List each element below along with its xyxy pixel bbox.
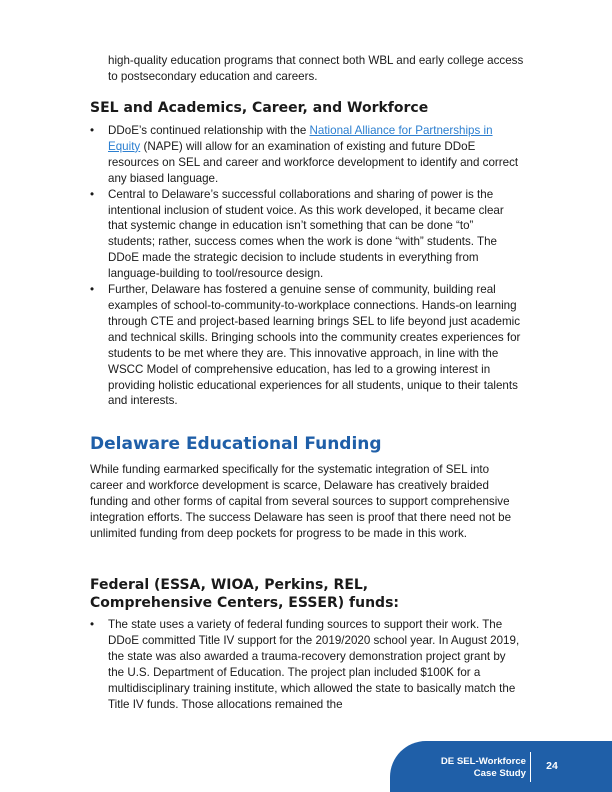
list-item bbox=[90, 617, 522, 712]
page-number: 24 bbox=[546, 760, 558, 772]
list-item bbox=[90, 187, 522, 282]
bullet-marker: • bbox=[90, 187, 95, 201]
section-heading-funding: Delaware Educational Funding bbox=[90, 434, 382, 454]
funding-paragraph: While funding earmarked specifically for the systematic integration of SEL into career and workforce development is scarce, Delaware has creatively braided funding and other forms of capital from several sources to support comprehensive integration efforts. The success Delaware has seen is proof that there need not be unlimited funding from deep pockets for progress to be made in this work. bbox=[90, 463, 512, 540]
footer-divider bbox=[530, 752, 531, 782]
list-item bbox=[90, 123, 522, 187]
section-heading-federal-funds-line1: Federal (ESSA, WIOA, Perkins, REL, bbox=[90, 577, 369, 593]
federal-funds-bullet-list bbox=[90, 617, 522, 712]
intro-continuation-text: high-quality education programs that connect both WBL and early college access to postsecondary education and careers. bbox=[108, 54, 524, 83]
bullet-text: Further, Delaware has fostered a genuine sense of community, building real examples of school-to-community-to-workplace connections. Hands-on learning through CTE and project-based learning brings SEL to life beyond just academic and technical skills. Bringing schools into the community creates experiences for students to be met where they are. This innovative approach, in line with the WSCC Model of comprehensive education, has led to a growing interest in providing holistic educational experiences for all students, unique to their talents and interests. bbox=[108, 283, 521, 408]
footer-title-line2: Case Study bbox=[473, 768, 526, 779]
footer-tab bbox=[390, 741, 612, 792]
footer-title-line1: DE SEL-Workforce bbox=[440, 756, 526, 767]
list-item bbox=[90, 282, 522, 409]
bullet-text-post: (NAPE) will allow for an examination of existing and future DDoE resources on SEL and career and workforce development to identify and correct any biased language. bbox=[108, 139, 519, 185]
bullet-text: Central to Delaware’s successful collaborations and sharing of power is the intentional inclusion of student voice. As this work developed, it became clear that systemic change in education isn’t something that can be done “to” students; rather, success comes when the work is done “with” students. The DDoE made the strategic decision to include students in everything from language-building to tool/resource design. bbox=[108, 187, 504, 281]
bullet-marker: • bbox=[90, 124, 95, 137]
bullet-marker: • bbox=[90, 283, 95, 297]
footer-document-title bbox=[396, 756, 526, 780]
bullet-marker: • bbox=[90, 618, 95, 631]
nape-link[interactable]: National Alliance for Partnerships in Equity bbox=[108, 124, 493, 153]
bullet-text-pre: DDoE’s continued relationship with the bbox=[108, 124, 310, 137]
sel-academics-bullet-list bbox=[90, 123, 522, 409]
section-heading-sel-academics: SEL and Academics, Career, and Workforce bbox=[90, 100, 429, 116]
bullet-text: The state uses a variety of federal funding sources to support their work. The DDoE committed Title IV support for the 2019/2020 school year. In August 2019, the state was also awarded a trauma-recovery demonstration project grant by the U.S. Department of Education. The project plan included $100K for a multidisciplinary training institute, which allowed the state to basically match the Title IV funds. Those allocations remained the bbox=[108, 618, 520, 711]
section-heading-federal-funds-line2: Comprehensive Centers, ESSER) funds: bbox=[90, 595, 400, 611]
